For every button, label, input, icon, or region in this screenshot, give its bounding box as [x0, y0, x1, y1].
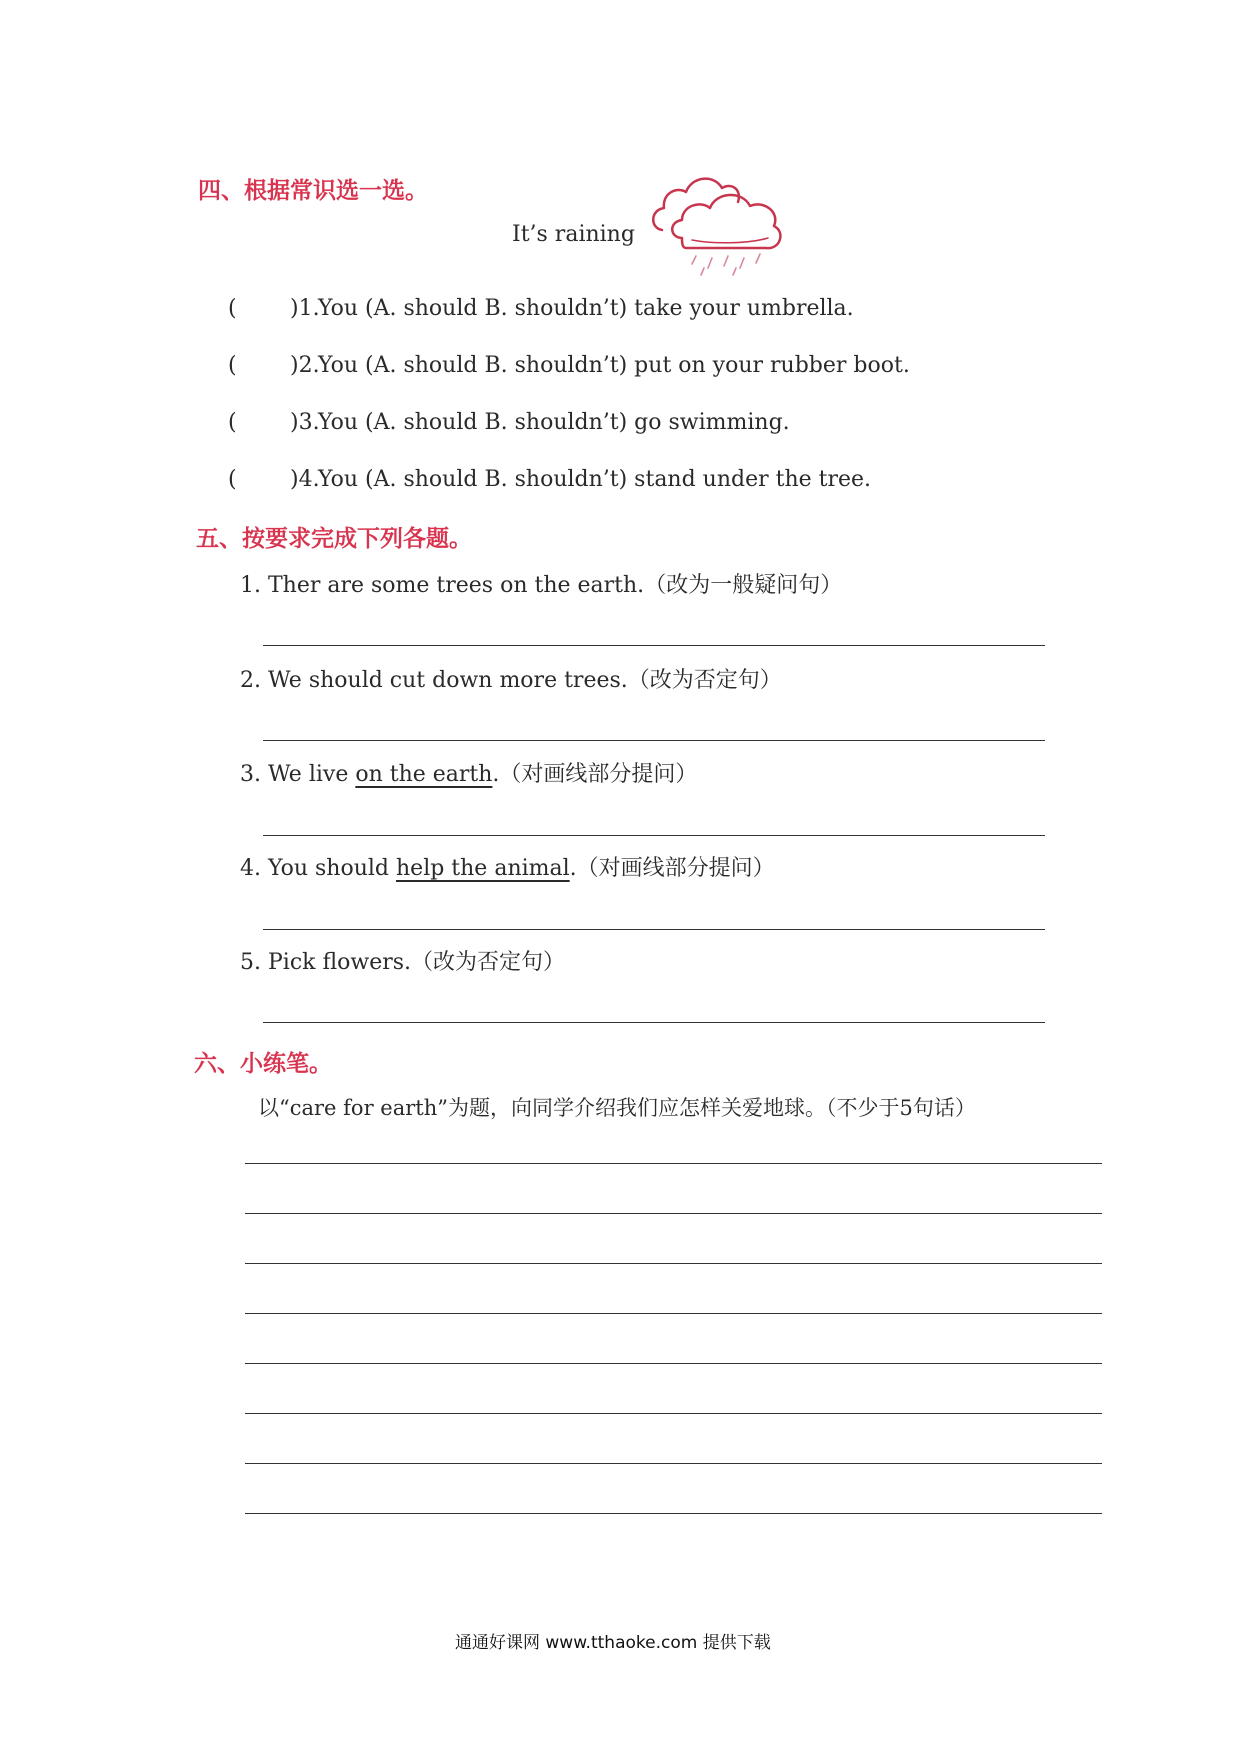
section-4-title: 四、根据常识选一选。	[198, 178, 428, 204]
exercise-instruction: （改为一般疑问句）	[644, 573, 843, 598]
writing-line[interactable]	[245, 1163, 1102, 1164]
answer-line[interactable]	[263, 835, 1045, 836]
exercise-item-3	[240, 757, 697, 788]
exercise-text: 3. We live	[240, 762, 356, 787]
exercise-text: 2. We should cut down more trees.	[240, 668, 628, 693]
exercise-text: 5. Pick flowers.	[240, 950, 412, 975]
rain-cloud-icon	[652, 168, 788, 280]
question-text: You (A. should B. shouldn’t) take your umbrella.	[318, 296, 854, 321]
writing-line[interactable]	[245, 1513, 1102, 1514]
writing-line[interactable]	[245, 1213, 1102, 1214]
exercise-instruction: （改为否定句）	[411, 950, 566, 975]
exercise-item-1	[240, 568, 842, 599]
exercise-instruction: （对画线部分提问）	[576, 856, 775, 881]
answer-line[interactable]	[263, 929, 1045, 930]
exercise-instruction: （改为否定句）	[627, 668, 782, 693]
writing-line[interactable]	[245, 1413, 1102, 1414]
question-number: )4.	[290, 467, 320, 492]
underlined-phrase: on the earth	[355, 762, 493, 787]
question-number: )1.	[290, 296, 320, 321]
footer-text: 通通好课网 www.tthaoke.com 提供下载	[455, 1633, 771, 1653]
exercise-text-end: .	[569, 856, 577, 881]
underlined-phrase: help the animal	[396, 856, 570, 881]
question-number: )3.	[290, 410, 320, 435]
answer-line[interactable]	[263, 645, 1045, 646]
question-text: You (A. should B. shouldn’t) put on your rubber boot.	[318, 353, 910, 378]
question-number: )2.	[290, 353, 320, 378]
exercise-item-4	[240, 851, 775, 882]
writing-line[interactable]	[245, 1313, 1102, 1314]
exercise-item-5	[240, 945, 565, 976]
exercise-item-2	[240, 663, 782, 694]
answer-line[interactable]	[263, 1022, 1045, 1023]
answer-paren[interactable]: (	[228, 410, 237, 435]
writing-line[interactable]	[245, 1463, 1102, 1464]
weather-caption: It’s raining	[512, 222, 635, 247]
exercise-text: 1. Ther are some trees on the earth.	[240, 573, 645, 598]
exercise-text-end: .	[492, 762, 500, 787]
answer-paren[interactable]: (	[228, 467, 237, 492]
exercise-text: 4. You should	[240, 856, 396, 881]
answer-line[interactable]	[263, 740, 1045, 741]
section-5-title: 五、按要求完成下列各题。	[196, 526, 472, 552]
writing-line[interactable]	[245, 1263, 1102, 1264]
writing-prompt: 以“care for earth”为题，向同学介绍我们应怎样关爱地球。（不少于5句话）	[258, 1096, 976, 1120]
exercise-instruction: （对画线部分提问）	[499, 762, 698, 787]
question-text: You (A. should B. shouldn’t) go swimming.	[318, 410, 790, 435]
answer-paren[interactable]: (	[228, 296, 237, 321]
section-6-title: 六、小练笔。	[194, 1051, 332, 1077]
writing-line[interactable]	[245, 1363, 1102, 1364]
question-text: You (A. should B. shouldn’t) stand under the tree.	[318, 467, 872, 492]
answer-paren[interactable]: (	[228, 353, 237, 378]
